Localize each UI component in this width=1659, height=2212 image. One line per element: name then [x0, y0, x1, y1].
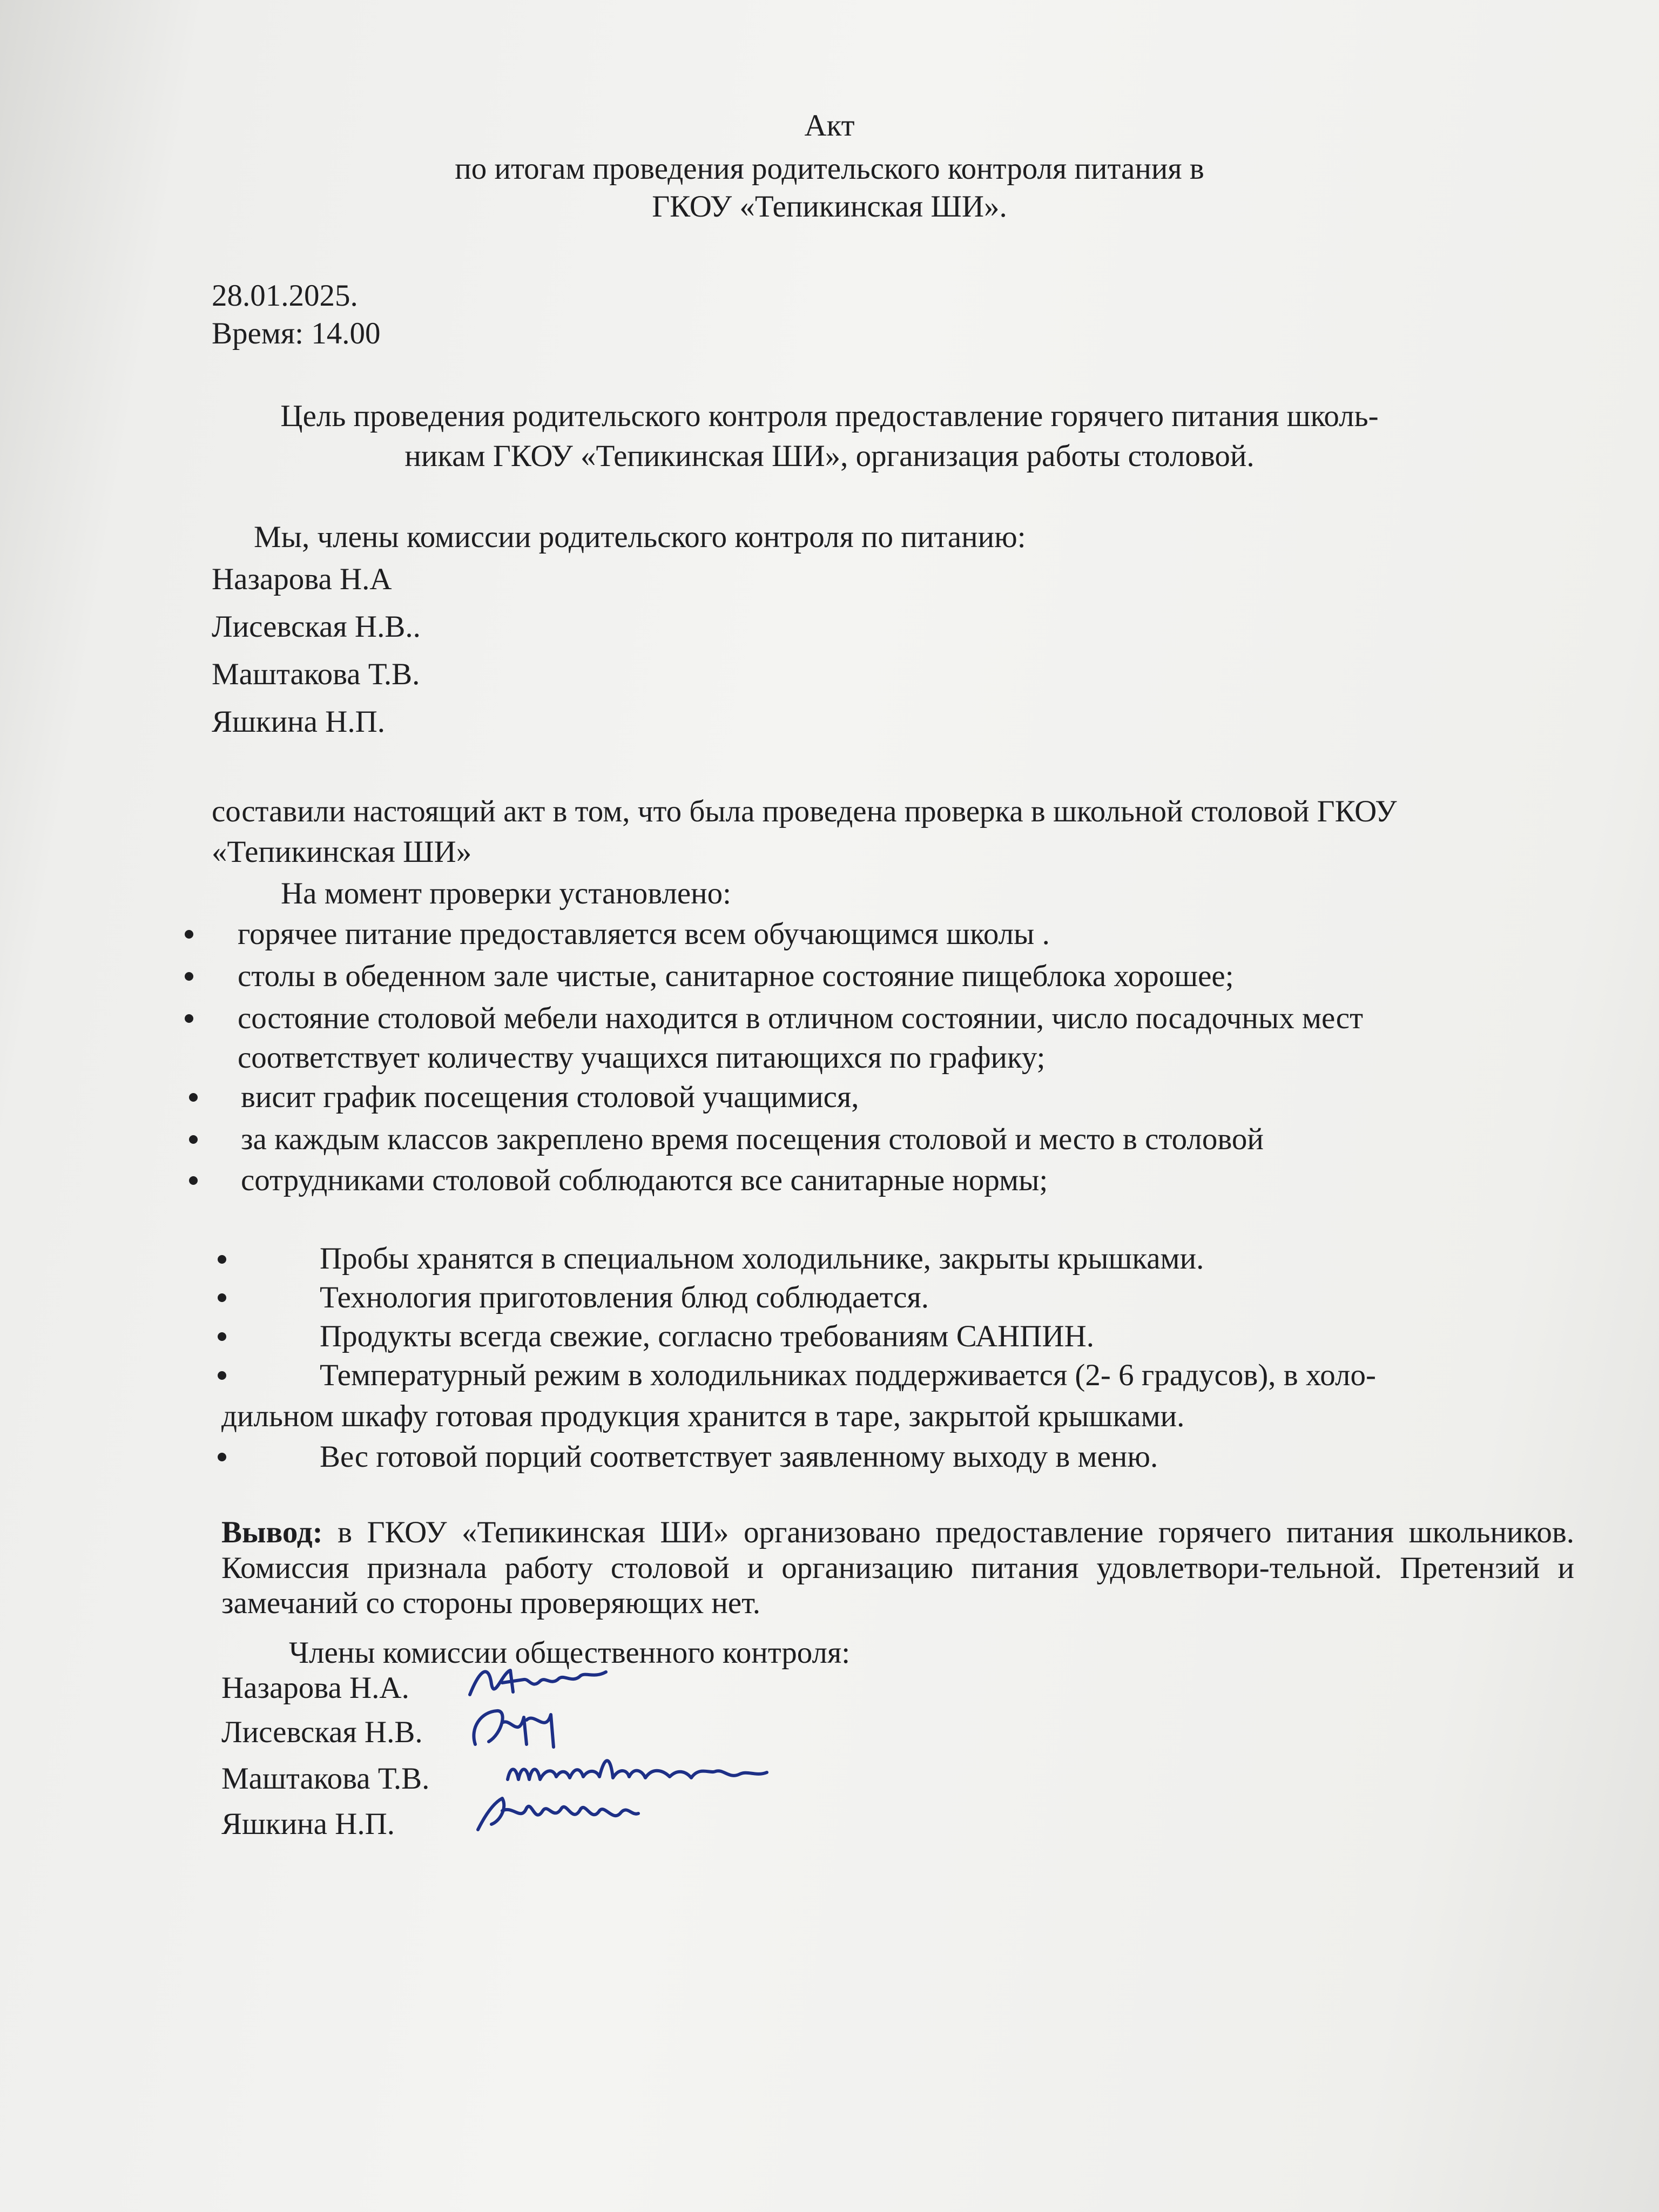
handwritten-signature-1: [464, 1662, 610, 1705]
bullet-icon: [218, 1371, 226, 1380]
member-name: Назарова Н.А: [212, 562, 392, 596]
bullet-icon: [218, 1255, 226, 1264]
finding-item: за каждым классов закреплено время посещения столовой и место в столовой: [241, 1122, 1264, 1156]
finding-item-continuation: соответствует количеству учащихся питающихся по графику;: [238, 1041, 1046, 1075]
finding-item: Продукты всегда свежие, согласно требованиям САНПИН.: [320, 1319, 1094, 1353]
bullet-icon: [185, 1014, 193, 1023]
finding-item: сотрудниками столовой соблюдаются все санитарные нормы;: [241, 1163, 1048, 1197]
handwritten-signature-4: [470, 1792, 643, 1835]
bullet-icon: [189, 1093, 198, 1102]
document-time: Время: 14.00: [212, 316, 381, 350]
bullet-icon: [189, 1176, 198, 1185]
document-date: 28.01.2025.: [212, 279, 358, 313]
member-name: Лисевская Н.В..: [212, 610, 421, 644]
bullet-icon: [218, 1293, 226, 1302]
member-name: Яшкина Н.П.: [212, 705, 385, 739]
signatory-name: Назарова Н.А.: [221, 1671, 409, 1705]
signatory-name: Маштакова Т.В.: [221, 1762, 430, 1796]
finding-item: Вес готовой порций соответствует заявленному выходу в меню.: [320, 1440, 1158, 1474]
finding-item: Температурный режим в холодильниках поддерживается (2- 6 градусов), в холо-: [320, 1358, 1376, 1392]
bullet-icon: [185, 930, 193, 939]
signatures-title: Члены комиссии общественного контроля:: [289, 1636, 851, 1670]
conclusion-label: Вывод:: [221, 1515, 323, 1549]
finding-item: Технология приготовления блюд соблюдается.: [320, 1280, 929, 1314]
bullet-icon: [218, 1332, 226, 1341]
bullet-icon: [218, 1453, 226, 1461]
finding-item: состояние столовой мебели находится в отличном состоянии, число посадочных мест: [238, 1001, 1363, 1035]
purpose-line2: никам ГКОУ «Тепикинская ШИ», организация работы столовой.: [404, 439, 1255, 473]
statement-line1: составили настоящий акт в том, что была проведена проверка в школьной столовой ГКОУ: [212, 794, 1397, 828]
conclusion-text: в ГКОУ «Тепикинская ШИ» организовано предоставление горячего питания школьников. Комиссия признала работу столовой и организацию питания удовлетвори-тельной. Претензий и замечаний со стороны проверяющих нет.: [221, 1515, 1575, 1621]
finding-item-continuation: дильном шкафу готовая продукция хранится в таре, закрытой крышками.: [221, 1399, 1185, 1433]
finding-item: висит график посещения столовой учащимися,: [241, 1080, 859, 1114]
bullet-icon: [189, 1135, 198, 1144]
findings-label: На момент проверки установлено:: [281, 876, 732, 911]
members-intro: Мы, члены комиссии родительского контроля по питанию:: [254, 520, 1026, 554]
signatory-name: Яшкина Н.П.: [221, 1807, 395, 1841]
finding-item: Пробы хранятся в специальном холодильнике, закрыты крышками.: [320, 1242, 1204, 1276]
purpose-line1: Цель проведения родительского контроля предоставление горячего питания школь-: [280, 399, 1379, 433]
handwritten-signature-2: [464, 1701, 572, 1755]
handwritten-signature-3: [502, 1750, 772, 1796]
statement-line2: «Тепикинская ШИ»: [212, 835, 472, 869]
finding-item: столы в обеденном зале чистые, санитарное состояние пищеблока хорошее;: [238, 959, 1234, 993]
document-subtitle-line1: по итогам проведения родительского контроля питания в: [455, 152, 1204, 186]
member-name: Маштакова Т.В.: [212, 657, 420, 691]
bullet-icon: [185, 972, 193, 981]
document-subtitle-line2: ГКОУ «Тепикинская ШИ».: [652, 190, 1007, 224]
signatory-name: Лисевская Н.В.: [221, 1715, 423, 1749]
finding-item: горячее питание предоставляется всем обучающимся школы .: [238, 917, 1050, 951]
conclusion-paragraph: [221, 1515, 1574, 1621]
document-title: Акт: [804, 109, 855, 143]
